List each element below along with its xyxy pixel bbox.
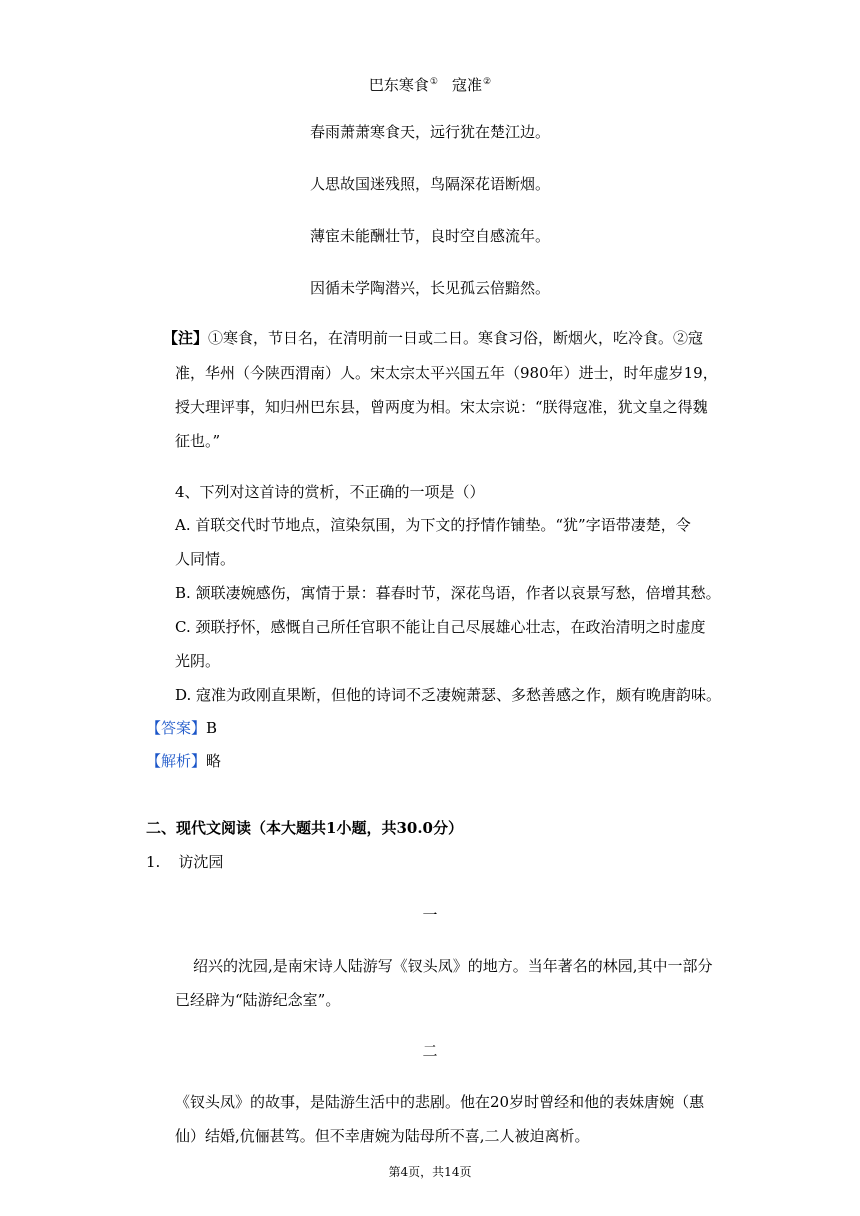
note-line: 授大理评事，知归州巴东县，曾两度为相。宋太宗说：“朕得寇准，犹文皇之得魏 — [175, 398, 708, 416]
analysis-line — [146, 751, 221, 771]
poem-line: 因循未学陶潜兴，长见孤云倍黯然。 — [309, 279, 550, 297]
option-c — [175, 617, 706, 637]
poem-author: 寇准 — [452, 76, 483, 94]
note-label: 【注】 — [163, 329, 209, 347]
poem-title-line — [0, 72, 860, 95]
passage-number: 1. — [146, 853, 161, 871]
option-letter: C. — [175, 618, 191, 636]
poem-title-footnote: ① — [429, 77, 438, 87]
option-c-continuation: 光阴。 — [175, 652, 221, 670]
note-line: 征也。” — [175, 432, 221, 450]
option-text: 颈联抒怀，感慨自己所任官职不能让自己尽展雄心壮志，在政治清明之时虚度 — [195, 618, 706, 636]
passage-line: 仙）结婚,伉俪甚笃。但不幸唐婉为陆母所不喜,二人被迫离析。 — [175, 1127, 590, 1145]
option-d — [175, 685, 721, 705]
poem-author-footnote: ② — [483, 77, 492, 87]
question-stem: 4、下列对这首诗的赏析，不正确的一项是（） — [175, 483, 485, 501]
passage-title-line — [146, 852, 223, 872]
passage-line: 已经辟为“陆游纪念室”。 — [175, 991, 341, 1009]
option-letter: B. — [175, 584, 191, 602]
option-a — [175, 515, 691, 535]
passage-line: 《钗头凤》的故事，是陆游生活中的悲剧。他在20岁时曾经和他的表妹唐婉（惠 — [175, 1093, 705, 1111]
part-marker: 二 — [422, 1042, 438, 1060]
passage-line: 绍兴的沈园,是南宋诗人陆游写《钗头凤》的地方。当年著名的林园,其中一部分 — [193, 957, 713, 975]
option-letter: A. — [175, 516, 191, 534]
poem-line: 人思故国迷残照，鸟隔深花语断烟。 — [309, 175, 550, 193]
option-text: 首联交代时节地点，渲染氛围，为下文的抒情作铺垫。“犹”字语带凄楚，令 — [195, 516, 691, 534]
section-heading: 二、现代文阅读（本大题共1小题，共30.0分） — [146, 819, 463, 837]
option-text: 颔联凄婉感伤，寓情于景：暮春时节，深花鸟语，作者以哀景写愁，倍增其愁。 — [195, 584, 721, 602]
part-marker: 一 — [422, 906, 438, 924]
note-line: 准，华州（今陕西渭南）人。宋太宗太平兴国五年（980年）进士，时年虚岁19， — [175, 364, 718, 382]
note-text: ①寒食，节日名，在清明前一日或二日。寒食习俗，断烟火，吃冷食。②寇 — [208, 329, 704, 347]
answer-label: 【答案】 — [146, 719, 207, 737]
answer-line — [146, 718, 217, 738]
option-a-continuation: 人同情。 — [175, 550, 236, 568]
option-letter: D. — [175, 686, 192, 704]
option-b — [175, 583, 721, 603]
analysis-label: 【解析】 — [146, 752, 207, 770]
poem-title: 巴东寒食 — [368, 76, 429, 94]
poem-line: 春雨萧萧寒食天，远行犹在楚江边。 — [309, 123, 550, 141]
passage-title: 访沈园 — [178, 853, 224, 871]
analysis-value: 略 — [206, 752, 222, 770]
note-line — [163, 328, 703, 348]
poem-line: 薄宦未能酬壮节，良时空自感流年。 — [309, 227, 550, 245]
page-footer: 第4页，共14页 — [388, 1165, 472, 1179]
option-text: 寇准为政刚直果断，但他的诗词不乏凄婉萧瑟、多愁善感之作，颇有晚唐韵味。 — [196, 686, 722, 704]
answer-value: B — [206, 719, 218, 737]
